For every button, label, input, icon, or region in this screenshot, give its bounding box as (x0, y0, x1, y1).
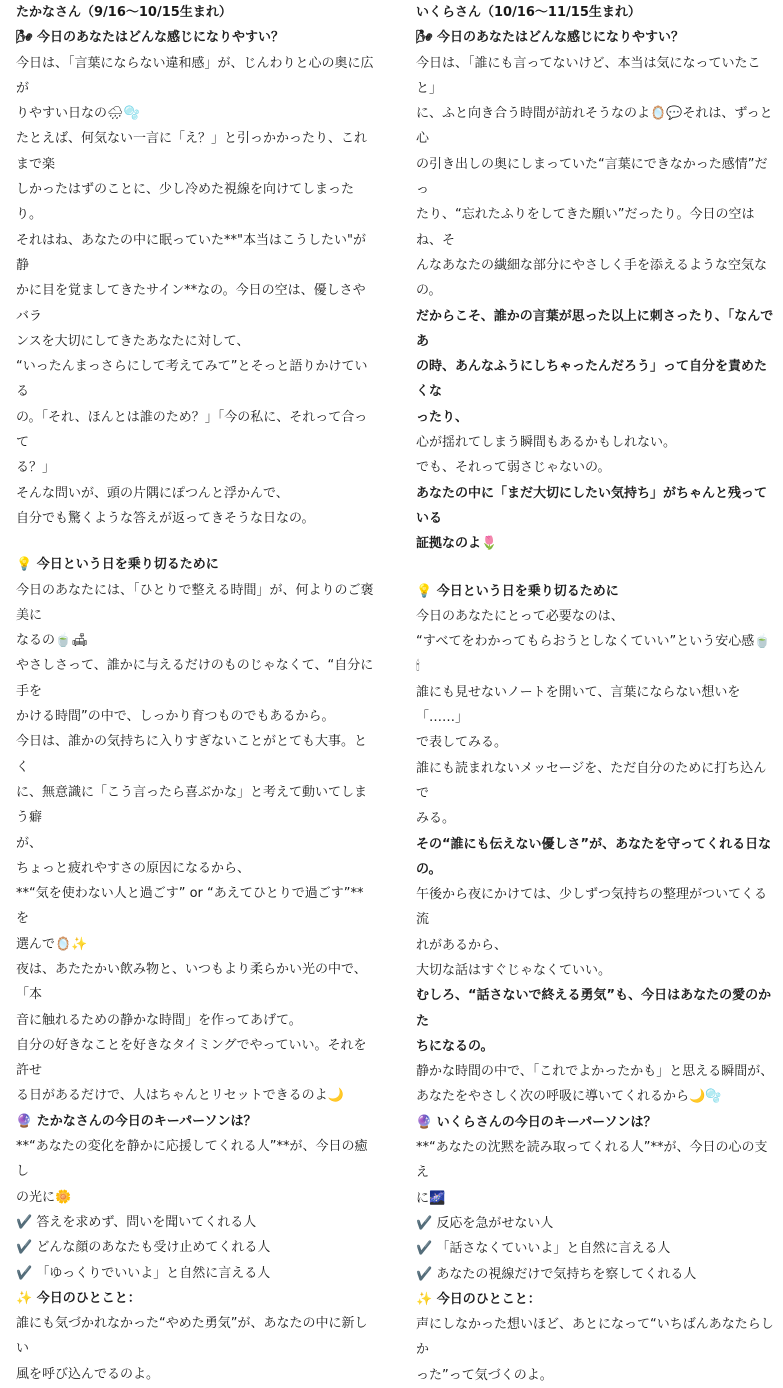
text-line: 風を呼び込んでるのよ。 (16, 1366, 160, 1382)
text-line: ✔️ 答えを求めず、問いを聞いてくれる人 (16, 1214, 257, 1230)
text-line: **“気を使わない人と過ごす” or “あえてひとりで過ごす”**を (16, 886, 364, 927)
text-line: の。 (416, 283, 442, 299)
text-line: だからこそ、誰かの言葉が思った以上に刺さったり、「なんであ (416, 308, 774, 349)
text-line: 誰にも見せないノートを開いて、言葉にならない想いを「……」 (416, 684, 741, 726)
text-line: 静かな時間の中で、「これでよかったかも」と思える瞬間が、 (416, 1064, 774, 1080)
text-line: あなたの中に「まだ大切にしたい気持ち」がちゃんと残っている (416, 485, 768, 526)
text-line: しかったはずのことに、少し冷めた視線を向けてしまったり。 (16, 182, 355, 223)
text-line: それはね、あなたの中に眠っていた**"本当はこうしたい"が静 (16, 232, 366, 273)
right-s2-body2 (416, 882, 774, 983)
text-line: あなたをやさしく次の呼吸に導いてくれるから🌙🫧 (416, 1089, 722, 1105)
text-line: ✔️ 反応を急がせない人 (416, 1215, 554, 1231)
text-line: ンスを大切にしてきたあなたに対して、 (16, 333, 250, 349)
left-s1-heading: 🌬 今日のあなたはどんな感じになりやすい？ (16, 30, 285, 46)
text-line: 誰にも読まれないメッセージを、ただ自分のために打ち込んで (416, 760, 767, 801)
left-s3-body (16, 1134, 376, 1286)
text-line: の。「それ、ほんとは誰のため？」「今の私に、それって合って (16, 409, 368, 451)
text-line: の光に🌼 (16, 1189, 72, 1205)
right-s4-heading: ✨ 今日のひとこと： (416, 1291, 541, 1307)
text-line: ちょっと疲れやすさの原因になるから、 (16, 860, 251, 876)
text-line: “すべてをわかってもらおうとしなくていい”という安心感🍵🕯 (416, 634, 771, 675)
text-line: たとえば、何気ない一言に「え？」と引っかかったり、これまで楽 (16, 131, 368, 172)
right-s2-body3 (416, 1059, 774, 1110)
text-line: なるの🍵🛋 (16, 633, 88, 649)
text-line: みる。 (416, 811, 456, 827)
right-s1-heading: 🌬 今日のあなたはどんな感じになりやすい？ (416, 30, 685, 46)
right-s3-heading: 🔮 いくらさんの今日のキーパーソンは？ (416, 1114, 657, 1130)
text-line: ✔️ どんな顔のあなたも受け止めてくれる人 (16, 1240, 271, 1256)
text-line: 選んで🪞✨ (16, 936, 88, 952)
text-line: の時、あんなふうにしちゃったんだろう」って自分を責めたくな (416, 359, 768, 400)
text-line: 心が揺れてしまう瞬間もあるかもしれない。 (416, 435, 677, 451)
text-line: そんな問いが、頭の片隅にぽつんと浮かんで、 (16, 485, 289, 501)
text-line: 午後から夜にかけては、少しずつ気持ちの整理がついてくる流 (416, 887, 768, 928)
right-s3-body (416, 1135, 774, 1287)
text-line: 今日は、誰かの気持ちに入りすぎないことがとても大事。とく (16, 734, 368, 775)
text-line: “いったんまっさらにして考えてみて”とそっと語りかけている (16, 359, 368, 400)
text-line: 誰にも気づかれなかった“やめた勇気”が、あなたの中に新しい (16, 1316, 368, 1357)
right-s2-bold: その“誰にも伝えない優しさ”が、あなたを守ってくれる日なの。 (416, 836, 772, 877)
text-line: の引き出しの奥にしまっていた“言葉にできなかった感情”だっ (416, 156, 768, 198)
text-line: 今日は、「誰にも言ってないけど、本当は気になっていたこと」 (416, 55, 761, 96)
text-line: んなあなたの繊細な部分にやさしく手を添えるような空気な (416, 257, 768, 273)
text-line: ✔️ 「ゆっくりでいいよ」と自然に言える人 (16, 1265, 271, 1281)
text-line: 自分でも驚くような答えが返ってきそうな日なの。 (16, 510, 315, 526)
text-line: で表してみる。 (416, 735, 508, 751)
text-line: 音に触れるための静かな時間」を作ってあげて。 (16, 1012, 302, 1028)
left-s1-body (16, 51, 376, 532)
right-s1-body2 (416, 430, 774, 481)
text-line: 今日のあなたにとって必要なのは、 (416, 608, 624, 624)
left-s3-heading: 🔮 たかなさんの今日のキーパーソンは？ (16, 1113, 257, 1129)
text-line: が、 (16, 835, 43, 851)
text-line: ちになるの。 (416, 1038, 494, 1054)
text-line: 今日のあなたには、「ひとりで整える時間」が、何よりのご褒美に (16, 582, 374, 623)
text-line: かける時間”の中で、しっかり育つものでもあるから。 (16, 709, 335, 725)
right-s2-bold-lines (416, 983, 774, 1059)
text-line: 声にしなかった想いほど、あとになって“いちばんあなたらしか (416, 1317, 774, 1358)
text-line: **“あなたの沈黙を読み取ってくれる人”**が、今日の心の支え (416, 1140, 768, 1181)
right-s1-bold2 (416, 481, 774, 557)
right-column (416, 0, 774, 1388)
text-line: れがあるから、 (416, 937, 508, 953)
left-s2-heading: 💡 今日という日を乗り切るために (16, 557, 219, 573)
right-s1-bold (416, 304, 774, 430)
left-s4-body (16, 1311, 376, 1387)
text-line: に、無意識に「こう言ったら喜ぶかな」と考えて動いてしまう癖 (16, 784, 368, 826)
text-line: る？」 (16, 460, 56, 476)
left-s4-heading: ✨ 今日のひとこと： (16, 1290, 141, 1306)
right-s4-body (416, 1312, 774, 1388)
left-s2-body (16, 578, 376, 1109)
right-s2-body (416, 604, 774, 832)
text-line: たり、“忘れたふりをしてきた願い”だったり。今日の空はね、そ (416, 207, 755, 248)
right-s2-heading: 💡 今日という日を乗り切るために (416, 583, 619, 599)
right-s1-body (416, 51, 774, 304)
text-line: った”って気づくのよ。 (416, 1367, 553, 1383)
text-line: 夜は、あたたかい飲み物と、いつもより柔らかい光の中で、「本 (16, 961, 367, 1003)
text-line: に、ふと向き合う時間が訪れそうなのよ🪞💬それは、ずっと心 (416, 106, 773, 147)
text-line: むしろ、“話さないで終える勇気”も、今日はあなたの愛のかた (416, 988, 772, 1029)
text-line: でも、それって弱さじゃないの。 (416, 460, 611, 476)
text-line: 自分の好きなことを好きなタイミングでやっていい。それを許せ (16, 1037, 367, 1079)
text-line: ✔️ あなたの視線だけで気持ちを察してくれる人 (416, 1266, 697, 1282)
text-line: かに目を覚ましてきたサイン**なの。今日の空は、優しさやバラ (16, 283, 366, 324)
text-line: ✔️ 「話さなくていいよ」と自然に言える人 (416, 1241, 671, 1257)
text-line: に🌌 (416, 1190, 446, 1206)
text-line: 今日は、「言葉にならない違和感」が、じんわりと心の奥に広が (16, 55, 374, 96)
text-line: ったり、 (416, 409, 469, 425)
text-line: 証拠なのよ🌷 (416, 536, 498, 552)
right-header: いくらさん（10/16〜11/15生まれ） (416, 5, 641, 20)
text-line: 大切な話はすぐじゃなくていい。 (416, 962, 612, 978)
text-line: る日があるだけで、人はちゃんとリセットできるのよ🌙 (16, 1088, 344, 1104)
left-column (16, 0, 376, 1387)
text-line: **“あなたの変化を静かに応援してくれる人”**が、今日の癒し (16, 1139, 368, 1180)
text-line: りやすい日なの🌧🫧 (16, 106, 140, 122)
left-header: たかなさん（9/16〜10/15生まれ） (16, 5, 232, 20)
text-line: やさしさって、誰かに与えるだけのものじゃなくて、“自分に手を (16, 658, 374, 699)
